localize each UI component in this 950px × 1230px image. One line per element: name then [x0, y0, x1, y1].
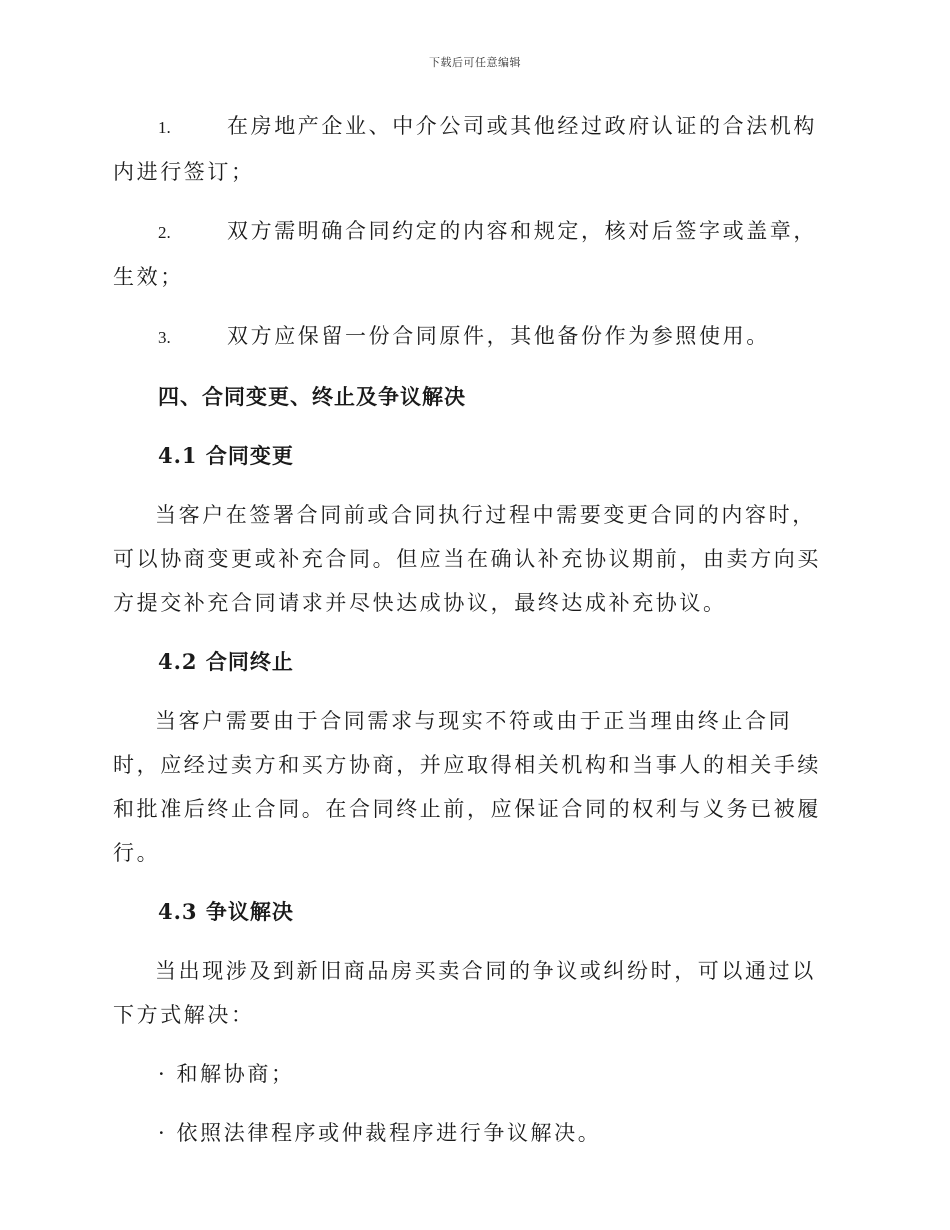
- section-4-1-title: 4.1 合同变更: [158, 443, 294, 468]
- item-text: 双方应保留一份合同原件，其他备份作为参照使用。: [227, 324, 770, 348]
- item-number: 2.: [158, 223, 171, 242]
- section-4-title: 四、合同变更、终止及争议解决: [158, 384, 466, 409]
- section-4-2-title: 4.2 合同终止: [158, 649, 294, 674]
- item-number: 3.: [158, 328, 171, 347]
- item-text: 双方需明确合同约定的内容和规定，核对后签字或盖章，生效；: [113, 219, 817, 289]
- bullet-item-1: · 和解协商；: [158, 1062, 295, 1086]
- numbered-item-2: [113, 209, 833, 299]
- item-number: 1.: [158, 118, 171, 137]
- section-4-1-text: 当客户在签署合同前或合同执行过程中需要变更合同的内容时，可以协商变更或补充合同。但应当在确认补充协议期前，由卖方向买方提交补充合同请求并尽快达成协议，最终达成补充协议。: [113, 503, 821, 615]
- document-body: [113, 104, 833, 1170]
- section-4-3-text: 当出现涉及到新旧商品房买卖合同的争议或纠纷时，可以通过以下方式解决：: [113, 959, 816, 1027]
- section-4-2-text: 当客户需要由于合同需求与现实不符或由于正当理由终止合同时，应经过卖方和买方协商，并应取得相关机构和当事人的相关手续和批准后终止合同。在合同终止前，应保证合同的权利与义务已被履行。: [113, 709, 821, 865]
- page-header: 下载后可任意编辑: [429, 56, 521, 69]
- item-text: 在房地产企业、中介公司或其他经过政府认证的合法机构内进行签订；: [113, 114, 817, 184]
- numbered-item-1: [113, 104, 833, 194]
- section-4-3-title: 4.3 争议解决: [158, 899, 294, 924]
- bullet-item-2: · 依照法律程序或仲裁程序进行争议解决。: [158, 1121, 602, 1145]
- numbered-item-3: [113, 314, 833, 360]
